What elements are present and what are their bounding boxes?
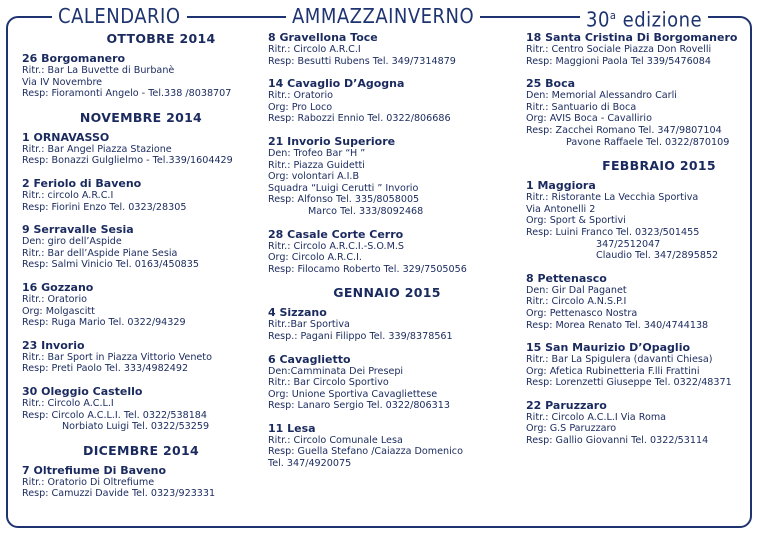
event-line: Ritr.: Bar La Buvette di Burbanè <box>22 65 175 76</box>
month-heading: GENNAIO 2015 <box>333 285 441 301</box>
event <box>526 77 752 148</box>
event-line: Tel. 347/4920075 <box>268 458 352 470</box>
column-3 <box>526 31 752 457</box>
event-title: 21 Invorio Superiore <box>268 134 396 148</box>
event <box>526 272 752 331</box>
event <box>268 228 506 276</box>
event-line: Via Antonelli 2 <box>526 203 596 215</box>
event-line: Resp: Salmi Vinicio Tel. 0163/450835 <box>22 259 199 271</box>
header-calendario: CALENDARIO <box>52 2 187 30</box>
event-line: Ritr.:Bar Sportiva <box>268 319 350 331</box>
event-title: 22 Paruzzaro <box>526 398 607 412</box>
event-line: Resp: Preti Paolo Tel. 333/4982492 <box>22 363 189 375</box>
event-line: Norbiato Luigi Tel. 0322/53259 <box>62 421 210 433</box>
event-line: Resp: Lanaro Sergio Tel. 0322/806313 <box>268 400 450 412</box>
event-title: 7 Oltrefiume Di Baveno <box>22 463 167 477</box>
event-line: Ritr.: Oratorio <box>22 293 87 305</box>
event <box>22 223 260 271</box>
event-title: 16 Gozzano <box>22 280 94 294</box>
event-line: Pavone Raffaele Tel. 0322/870109 <box>566 136 730 148</box>
event-line: Den: Trofeo Bar “H ” <box>268 147 366 159</box>
event-line: Ritr.: Oratorio Di Oltrefiume <box>22 476 155 488</box>
event-line: Resp: Fioramonti Angelo - Tel.338 /8038707 <box>22 88 232 100</box>
edition-sup: a <box>609 9 617 22</box>
event-line: Ritr.: Bar Circolo Sportivo <box>268 377 389 389</box>
event-title: 26 Borgomanero <box>22 52 126 65</box>
event-title: 6 Cavaglietto <box>268 352 351 366</box>
event-title: 9 Serravalle Sesia <box>22 223 134 237</box>
event-title: 28 Casale Corte Cerro <box>268 227 404 241</box>
event-title: 25 Boca <box>526 77 576 91</box>
event-line: Resp: Morea Renato Tel. 340/4744138 <box>526 319 709 331</box>
event-line: Resp: Guella Stefano /Caiazza Domenico <box>268 446 463 458</box>
event <box>268 135 506 218</box>
event-line: Org: Circolo A.R.C.I. <box>268 252 362 264</box>
event-title: 18 Santa Cristina Di Borgomanero <box>526 31 738 44</box>
event-line: Resp: Bonazzi Gulglielmo - Tel.339/1604429 <box>22 155 233 167</box>
event-line: Ritr.: Circolo A.R.C.I.-S.O.M.S <box>268 240 404 252</box>
event-line: Resp: Besutti Rubens Tel. 349/7314879 <box>268 55 456 67</box>
event-line: Resp: Gallio Giovanni Tel. 0322/53114 <box>526 435 709 447</box>
event-line: Ritr.: Bar Sport in Piazza Vittorio Veneto <box>22 351 212 363</box>
event-line: Resp: Ruga Mario Tel. 0322/94329 <box>22 317 186 329</box>
event-title: 14 Cavaglio D’Agogna <box>268 77 405 91</box>
edition-label: edizione <box>616 7 703 32</box>
event <box>268 422 506 470</box>
event <box>526 399 752 447</box>
event-line: Ritr.: circolo A.R.C.I <box>22 189 114 201</box>
event-line: Resp: Alfonso Tel. 335/8058005 <box>268 194 420 206</box>
event-line: Ritr.: Centro Sociale Piazza Don Rovelli <box>526 44 712 55</box>
event-line: Via IV Novembre <box>22 76 103 88</box>
event-line: Ritr.: Circolo Comunale Lesa <box>268 434 403 446</box>
month-heading: OTTOBRE 2014 <box>106 31 216 46</box>
event <box>526 341 752 389</box>
event-line: Ritr.: Circolo A.R.C.I <box>268 44 361 55</box>
event-line: Org: volontari A.I.B <box>268 171 360 183</box>
event-title: 4 Sizzano <box>268 306 327 320</box>
event <box>526 179 752 262</box>
event-line: Ritr.: Oratorio <box>268 90 333 102</box>
event-line: Org: AVIS Boca - Cavallirio <box>526 113 652 125</box>
event-line: Claudio Tel. 347/2895852 <box>596 250 719 262</box>
event-line: Ritr.: Bar La Spigulera (davanti Chiesa) <box>526 354 713 366</box>
event <box>22 52 260 100</box>
event-line: Den:Camminata Dei Presepi <box>268 365 404 377</box>
event-line: Resp: Circolo A.C.L.I. Tel. 0322/538184 <box>22 409 208 421</box>
event-line: Ritr.: Circolo A.C.L.I Via Roma <box>526 411 667 423</box>
event <box>268 77 506 125</box>
event-line: Org: G.S Paruzzaro <box>526 423 617 435</box>
event <box>22 464 260 500</box>
event-title: 15 San Maurizio D’Opaglio <box>526 341 691 355</box>
event-line: Org: Unione Sportiva Cavagliettese <box>268 388 438 400</box>
event-line: Resp: Camuzzi Davide Tel. 0323/923331 <box>22 488 216 500</box>
event-line: Ritr.: Circolo A.C.L.I <box>22 397 114 409</box>
event-title: 30 Oleggio Castello <box>22 384 143 398</box>
event-line: Ritr.: Bar dell’Aspide Piane Sesia <box>22 247 178 259</box>
event-line: Den: giro dell’Aspide <box>22 236 122 248</box>
event-line: Den: Gir Dal Paganet <box>526 284 627 296</box>
header-edizione <box>580 2 708 30</box>
month-heading: DICEMBRE 2014 <box>83 442 199 458</box>
event <box>526 31 752 67</box>
event-line: Org: Afetica Rubinetteria F.lli Frattini <box>526 365 700 377</box>
event-title: 1 Maggiora <box>526 179 596 193</box>
event <box>22 177 260 213</box>
event-line: Resp: Luini Franco Tel. 0323/501455 <box>526 226 700 238</box>
event-line: Resp: Fiorini Enzo Tel. 0323/28305 <box>22 201 187 213</box>
event-line: Resp: Rabozzi Ennio Tel. 0322/806686 <box>268 113 451 125</box>
event-line: Marco Tel. 333/8092468 <box>308 205 424 217</box>
event-line: 347/2512047 <box>596 238 661 250</box>
event-title: 2 Feriolo di Baveno <box>22 176 142 190</box>
event-line: Org: Pro Loco <box>268 101 333 113</box>
event-line: Ritr.: Bar Angel Piazza Stazione <box>22 143 172 155</box>
header-ammazzainverno: AMMAZZAINVERNO <box>286 2 480 30</box>
month-heading: NOVEMBRE 2014 <box>79 109 203 125</box>
event <box>22 131 260 167</box>
event <box>22 339 260 375</box>
event-line: Resp: Zacchei Romano Tel. 347/9807104 <box>526 124 722 136</box>
event-line: Org: Pettenasco Nostra <box>526 307 638 319</box>
event-line: Den: Memorial Alessandro Carli <box>526 90 677 102</box>
event-line: Ritr.: Ristorante La Vecchia Sportiva <box>526 192 699 204</box>
event <box>22 281 260 329</box>
event-line: Resp: Maggioni Paola Tel 339/5476084 <box>526 55 711 67</box>
event-line: Ritr.: Piazza Guidetti <box>268 159 365 171</box>
column-2 <box>268 31 506 480</box>
event-title: 1 ORNAVASSO <box>22 130 110 144</box>
event-line: Org: Molgascitt <box>22 305 95 317</box>
event-line: Resp.: Pagani Filippo Tel. 339/8378561 <box>268 330 453 342</box>
event-line: Squadra “Luigi Cerutti ” Invorio <box>268 182 419 194</box>
event-line: Org: Sport & Sportivi <box>526 215 626 227</box>
event-line: Ritr.: Santuario di Boca <box>526 101 637 113</box>
event <box>268 306 506 342</box>
event-line: Ritr.: Circolo A.N.S.P.I <box>526 296 627 308</box>
event <box>268 31 506 67</box>
column-1 <box>22 28 260 510</box>
event <box>268 353 506 412</box>
event <box>22 385 260 433</box>
month-heading: FEBBRAIO 2015 <box>602 158 716 174</box>
event-title: 23 Invorio <box>22 338 85 352</box>
event-line: Resp: Filocamo Roberto Tel. 329/7505056 <box>268 263 467 275</box>
event-title: 8 Gravellona Toce <box>268 31 378 44</box>
edition-number: 30 <box>586 7 610 32</box>
event-title: 11 Lesa <box>268 421 316 435</box>
event-line: Resp: Lorenzetti Giuseppe Tel. 0322/48371 <box>526 377 732 389</box>
event-title: 8 Pettenasco <box>526 271 607 285</box>
